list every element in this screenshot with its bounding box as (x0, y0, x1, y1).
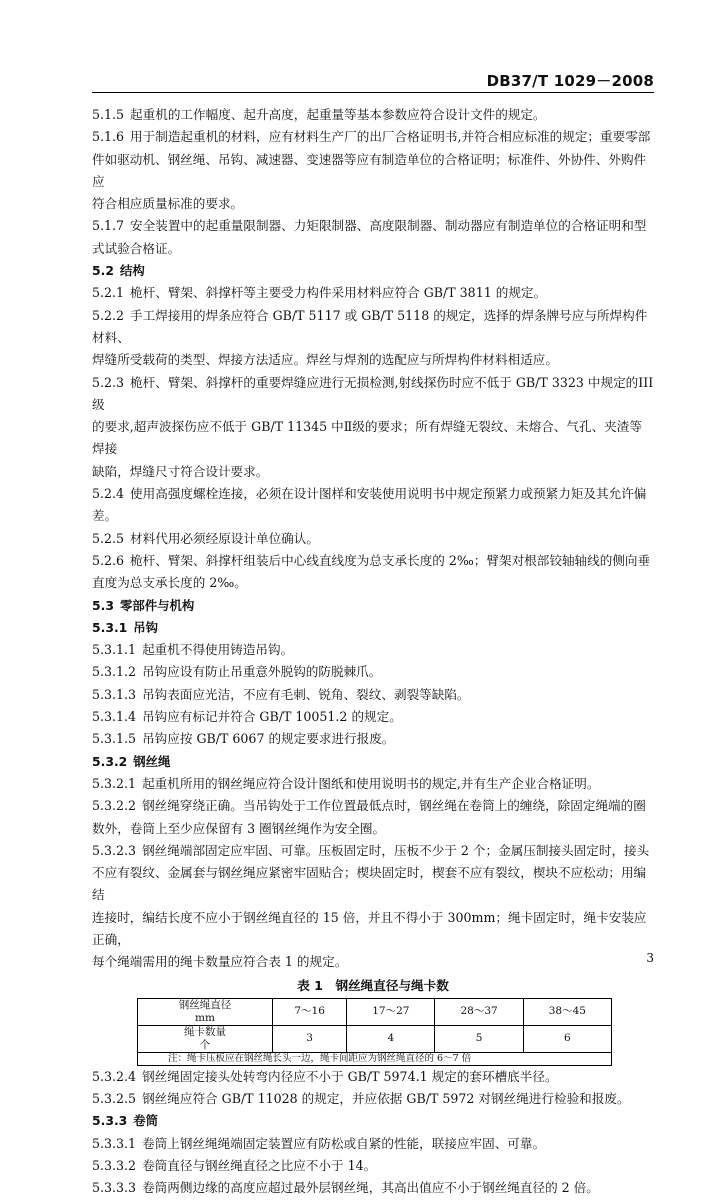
clause-number: 5.2.1 (92, 285, 125, 301)
clause-number: 5.3.1.3 (92, 686, 137, 702)
table-cell: 5 (435, 1025, 523, 1052)
section-number: 5.3 (92, 597, 114, 613)
clause-number: 5.3.1.4 (92, 709, 137, 725)
clause-line (92, 773, 654, 795)
table-cell: 4 (347, 1025, 435, 1052)
clause-line (92, 528, 654, 550)
clause-number: 5.3.3.2 (92, 1158, 137, 1174)
clause-line (92, 126, 654, 148)
clause-number: 5.3.2.1 (92, 775, 137, 791)
section-title: 结构 (119, 263, 145, 279)
row-header-text: 个 (199, 1038, 211, 1051)
clause-text: 起重机的工作幅度、起升高度，起重量等基本参数应符合设计文件的规定。 (130, 107, 546, 122)
section-title: 零部件与机构 (119, 597, 195, 613)
header-rule (92, 92, 654, 93)
clause-number: 5.3.3.1 (92, 1135, 137, 1151)
clause-number: 5.2.6 (92, 552, 125, 568)
section-heading (92, 1110, 654, 1132)
table-row-clip-count (138, 1025, 612, 1052)
standard-code: DB37/T 1029－2008 (486, 72, 654, 90)
table-cell: 38～45 (523, 998, 611, 1025)
clause-number: 5.2.2 (92, 307, 125, 323)
section-heading (92, 617, 654, 639)
clause-line (92, 1088, 654, 1110)
section-heading (92, 260, 654, 282)
clause-line (92, 349, 654, 371)
clause-text: 差。 (92, 508, 118, 524)
clause-text: 吊钩应设有防止吊重意外脱钩的防脱棘爪。 (142, 664, 382, 680)
clause-line (92, 550, 654, 572)
clause-number: 5.3.3.3 (92, 1180, 137, 1196)
clause-text: 直度为总支承长度的 2‰。 (92, 575, 247, 591)
section-heading (92, 595, 654, 617)
clause-text: 每个绳端需用的绳卡数量应符合表 1 的规定。 (92, 954, 348, 970)
clause-number: 5.2.4 (92, 486, 125, 502)
clause-text: 桅杆、臂架、斜撑杆的重要焊缝应进行无损检测,射线探伤时应不低于 GB/T 3323 中规定的III级 (92, 374, 654, 412)
clause-text: 吊钩应按 GB/T 6067 的规定要求进行报废。 (142, 731, 395, 747)
row-header-cell (138, 1025, 273, 1052)
clause-line (92, 104, 654, 126)
clause-line (92, 572, 654, 594)
clause-text: 缺陷，焊缝尺寸符合设计要求。 (92, 463, 269, 479)
clause-text: 钢丝绳穿绕正确。当吊钩处于工作位置最低点时，钢丝绳在卷筒上的缠绕，除固定绳端的圈 (142, 798, 646, 814)
clause-number: 5.2.3 (92, 374, 125, 390)
clause-line (92, 1133, 654, 1155)
clause-text: 式试验合格证。 (92, 240, 181, 256)
clause-line (92, 1066, 654, 1088)
clause-text: 钢丝绳应符合 GB/T 11028 的规定，并应依据 GB/T 5972 对钢丝绳进行检验和报废。 (142, 1091, 630, 1107)
clause-text: 起重机不得使用铸造吊钩。 (142, 642, 294, 658)
clause-line (92, 282, 654, 304)
clause-text: 用于制造起重机的材料，应有材料生产厂的出厂合格证明书,并符合相应标准的规定；重要零部 (130, 129, 651, 145)
clause-line (92, 795, 654, 817)
clause-line (92, 416, 654, 461)
clause-line (92, 461, 654, 483)
clause-number: 5.3.1.2 (92, 664, 137, 680)
page-header (92, 70, 654, 90)
clause-line (92, 1177, 654, 1199)
section-title: 卷筒 (133, 1113, 159, 1129)
clause-line (92, 372, 654, 417)
clause-line (92, 862, 654, 907)
clause-number: 5.3.2.5 (92, 1091, 137, 1107)
section-number: 5.3.3 (92, 1113, 128, 1129)
page-number: 3 (646, 951, 654, 965)
table-cell: 17～27 (347, 998, 435, 1025)
table-note: 注：绳卡压板应在钢丝绳长头一边，绳卡间距应为钢丝绳直径的 6～7 倍 (138, 1052, 612, 1065)
clause-line (92, 661, 654, 683)
clause-line (92, 951, 654, 973)
clause-number: 5.1.5 (92, 107, 125, 122)
clause-text: 吊钩应有标记并符合 GB/T 10051.2 的规定。 (142, 709, 402, 725)
clause-number: 5.3.2.2 (92, 798, 137, 814)
section-number: 5.2 (92, 263, 114, 279)
clause-text: 使用高强度螺栓连接，必须在设计图样和安装使用说明书中规定预紧力或预紧力矩及其允许偏 (130, 486, 647, 502)
clause-number: 5.2.5 (92, 530, 125, 546)
clause-text: 符合相应质量标准的要求。 (92, 196, 244, 212)
clause-number: 5.3.1.1 (92, 642, 137, 658)
clause-text: 卷筒上钢丝绳绳端固定装置应有防松或自紧的性能，联接应牢固、可靠。 (142, 1135, 546, 1151)
table-row-note (138, 1052, 612, 1065)
clause-text: 的要求,超声波探伤应不低于 GB/T 11345 中Ⅱ级的要求；所有焊缝无裂纹、未熔合、气孔、夹渣等焊接 (92, 419, 642, 457)
clause-text: 钢丝绳固定接头处转弯内径应不小于 GB/T 5974.1 规定的套环槽底半径。 (142, 1068, 558, 1084)
section-number: 5.3.1 (92, 619, 128, 635)
clause-line (92, 305, 654, 350)
clause-number: 5.3.1.5 (92, 731, 137, 747)
clause-line (92, 684, 654, 706)
clause-text: 桅杆、臂架、斜撑杆等主要受力构件采用材料应符合 GB/T 3811 的规定。 (130, 285, 547, 301)
clause-text: 起重机所用的钢丝绳应符合设计图纸和使用说明书的规定,并有生产企业合格证明。 (142, 775, 600, 791)
clause-text: 连接时，编结长度不应小于钢丝绳直径的 15 倍，并且不得小于 300mm；绳卡固定时，绳卡安装应正确， (92, 909, 647, 947)
section-number: 5.3.2 (92, 753, 128, 769)
clause-line (92, 1155, 654, 1177)
table-cell: 3 (273, 1025, 347, 1052)
clause-text: 件如驱动机、钢丝绳、吊钩、减速器、变速器等应有制造单位的合格证明；标准件、外协件、外购件应 (92, 151, 647, 189)
clause-text: 吊钩表面应光洁，不应有毛刺、锐角、裂纹、剥裂等缺陷。 (142, 686, 470, 702)
clause-text: 不应有裂纹、金属套与钢丝绳应紧密牢固贴合；楔块固定时，楔套不应有裂纹，楔块不应松动；用编结 (92, 865, 647, 903)
row-header-text: 绳卡数量 (184, 1025, 226, 1038)
rope-clip-table (137, 998, 612, 1066)
clause-line (92, 907, 654, 952)
clause-number: 5.3.2.4 (92, 1068, 137, 1084)
table-cell: 28～37 (435, 998, 523, 1025)
clause-number: 5.1.6 (92, 129, 125, 145)
clause-text: 卷筒直径与钢丝绳直径之比应不小于 14。 (142, 1158, 377, 1174)
clause-line (92, 215, 654, 237)
table-row-diameter (138, 998, 612, 1025)
section-title: 钢丝绳 (133, 753, 171, 769)
clause-text: 卷筒两侧边缘的高度应超过最外层钢丝绳，其高出值应不小于钢丝绳直径的 2 倍。 (142, 1180, 599, 1196)
clause-text: 手工焊接用的焊条应符合 GB/T 5117 或 GB/T 5118 的规定，选择的焊条牌号应与所焊构件材料、 (92, 307, 648, 345)
row-header-cell (138, 998, 273, 1025)
clause-text: 材料代用必须经原设计单位确认。 (130, 530, 319, 546)
section-heading (92, 751, 654, 773)
clause-line (92, 505, 654, 527)
section-title: 吊钩 (133, 619, 159, 635)
row-header-text: 钢丝绳直径 (178, 998, 232, 1011)
row-header-text: mm (195, 1011, 215, 1024)
clause-line (92, 728, 654, 750)
clause-line (92, 818, 654, 840)
table-cell: 6 (523, 1025, 611, 1052)
table-title: 表 1 钢丝绳直径与绳卡数 (297, 977, 449, 993)
clause-line (92, 193, 654, 215)
clause-text: 钢丝绳端部固定应牢固、可靠。压板固定时，压板不少于 2 个；金属压制接头固定时，接头 (142, 842, 650, 858)
clause-text: 数外，卷筒上至少应保留有 3 圈钢丝绳作为安全圈。 (92, 820, 386, 836)
clause-text: 安全装置中的起重量限制器、力矩限制器、高度限制器、制动器应有制造单位的合格证明和型 (130, 218, 647, 234)
clause-number: 5.1.7 (92, 218, 125, 234)
clause-text: 焊缝所受载荷的类型、焊接方法适应。焊丝与焊剂的选配应与所焊构件材料相适应。 (92, 352, 558, 368)
clause-line (92, 238, 654, 260)
document-body (92, 104, 654, 1200)
clause-line (92, 483, 654, 505)
table-cell: 7～16 (273, 998, 347, 1025)
clause-line (92, 639, 654, 661)
clause-text: 桅杆、臂架、斜撑杆组装后中心线直线度为总支承长度的 2‰；臂架对根部铰轴轴线的侧向垂 (130, 552, 651, 568)
clause-line (92, 149, 654, 194)
clause-line (92, 706, 654, 728)
clause-line (92, 840, 654, 862)
clause-number: 5.3.2.3 (92, 842, 137, 858)
